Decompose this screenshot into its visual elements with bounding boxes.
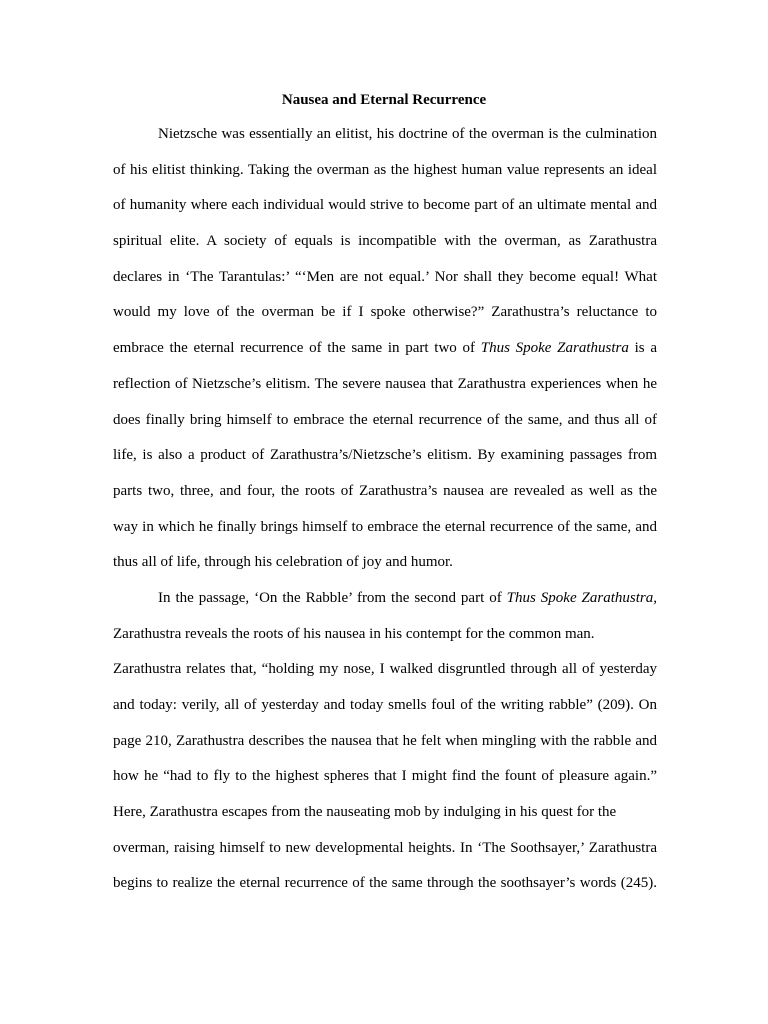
text-run: would my love of the overman be if I spoke otherwise?” Zarathustra’s reluctance to <box>113 304 657 321</box>
paragraph-1-line-8 <box>113 374 657 410</box>
paragraph-2-line-8 <box>113 838 657 874</box>
paragraph-2-line-7 <box>113 802 657 838</box>
text-run: parts two, three, and four, the roots of Zarathustra’s nausea are revealed as well as the <box>113 482 657 499</box>
text-run: begins to realize the eternal recurrence of the same through the soothsayer’s words (245). <box>113 875 657 892</box>
paragraph-1-line-5 <box>113 267 657 303</box>
text-run: of his elitist thinking. Taking the overman as the highest human value represents an ideal <box>113 161 657 178</box>
text-run: spiritual elite. A society of equals is incompatible with the overman, as Zarathustra <box>113 233 657 250</box>
paragraph-1-line-1 <box>113 124 657 160</box>
text-run: Zarathustra reveals the roots of his nausea in his contempt for the common man. <box>113 625 595 642</box>
document-title: Nausea and Eternal Recurrence <box>281 92 487 108</box>
paragraph-1-line-13 <box>113 552 657 588</box>
paragraph-1-line-9 <box>113 410 657 446</box>
paragraph-2-line-1 <box>113 588 657 624</box>
paragraph-1-line-7 <box>113 338 657 374</box>
text-run: overman, raising himself to new developmental heights. In ‘The Soothsayer,’ Zarathustra <box>113 839 657 856</box>
text-run: life, is also a product of Zarathustra’s/Nietzsche’s elitism. By examining passages from <box>113 447 657 464</box>
paragraph-2-line-5 <box>113 731 657 767</box>
text-run: Nietzsche was essentially an elitist, his doctrine of the overman is the culmination <box>158 126 657 142</box>
paragraph-1-line-2 <box>113 160 657 196</box>
text-run: and today: verily, all of yesterday and today smells foul of the writing rabble” (209). On <box>113 697 657 713</box>
paragraph-1-line-3 <box>113 195 657 231</box>
paragraph-2-line-3 <box>113 659 657 695</box>
book-title: Thus Spoke Zarathustra <box>480 340 629 357</box>
text-run: is a <box>628 340 657 357</box>
paragraph-1-line-10 <box>113 445 657 481</box>
paragraph-1-line-12 <box>113 517 657 553</box>
book-title: Thus Spoke Zarathustra <box>506 589 654 606</box>
text-run: how he “had to fly to the highest spheres that I might find the fount of pleasure again.” <box>113 768 657 785</box>
text-run: declares in ‘The Tarantulas:’ “‘Men are not equal.’ Nor shall they become equal! What <box>113 268 657 285</box>
text-run: Here, Zarathustra escapes from the nauseating mob by indulging in his quest for the <box>113 804 617 821</box>
text-run: page 210, Zarathustra describes the nausea that he felt when mingling with the rabble and <box>113 732 657 749</box>
paragraph-1-line-6 <box>113 302 657 338</box>
text-run: embrace the eternal recurrence of the same in part two of <box>113 340 481 357</box>
text-run: of humanity where each individual would strive to become part of an ultimate mental and <box>113 197 657 214</box>
paragraph-2-line-2 <box>113 624 657 660</box>
paragraph-2-line-4 <box>113 695 657 731</box>
paragraph-2-line-6 <box>113 766 657 802</box>
paragraph-2-line-9 <box>113 873 657 909</box>
paragraph-1-line-11 <box>113 481 657 517</box>
text-run: does finally bring himself to embrace the eternal recurrence of the same, and thus all of <box>113 411 657 428</box>
text-run: reflection of Nietzsche’s elitism. The severe nausea that Zarathustra experiences when he <box>113 375 657 392</box>
document-body <box>113 124 657 909</box>
text-run: , <box>653 589 657 606</box>
text-run: Zarathustra relates that, “holding my nose, I walked disgruntled through all of yesterday <box>113 661 657 678</box>
text-run: In the passage, ‘On the Rabble’ from the second part of <box>158 589 507 606</box>
text-run: thus all of life, through his celebration of joy and humor. <box>113 554 453 571</box>
paragraph-1-line-4 <box>113 231 657 267</box>
text-run: way in which he finally brings himself to embrace the eternal recurrence of the same, and <box>113 518 657 535</box>
